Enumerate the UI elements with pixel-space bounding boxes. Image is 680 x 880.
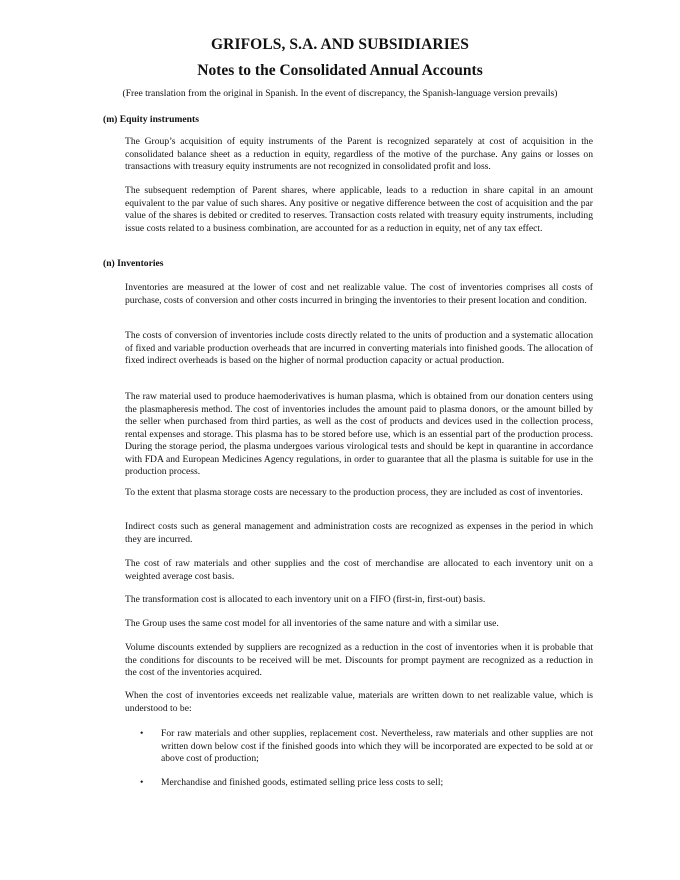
paragraph: The raw material used to produce haemoderivatives is human plasma, which is obtained from our donation centers using the plasmapheresis method. The cost of inventories includes the amount paid to plasma donors, or the amount billed by the seller when purchased from third parties, as well as the cost of products and devices used in the collection process, rental expenses and storage. This plasma has to be stored before use, which is an essential part of the production process. During the storage period, the plasma undergoes various virological tests and should be kept in quarantine in accordance with FDA and European Medicines Agency regulations, in order to guarantee that all the plasma is suitable for use in the production process.	[125, 391, 593, 477]
translation-note: (Free translation from the original in Spanish. In the event of discrepancy, the Spanish-language version prevails)	[122, 88, 558, 99]
paragraph: The Group’s acquisition of equity instruments of the Parent is recognized separately at cost of acquisition in the consolidated balance sheet as a reduction in equity, regardless of the motive of the purchase. Any gains or losses on transactions with treasury equity instruments are not recognized in consolidated profit and loss.	[125, 136, 593, 172]
page-title: Notes to the Consolidated Annual Accounts	[197, 62, 483, 79]
paragraph: Volume discounts extended by suppliers are recognized as a reduction in the cost of inventories when it is probable that the conditions for discounts to be received will be met. Discounts for prompt payment are recognized as a reduction in the cost of the inventories acquired.	[125, 642, 593, 678]
paragraph: The costs of conversion of inventories include costs directly related to the units of production and a systematic allocation of fixed and variable production overheads that are incurred in converting materials into finished goods. The allocation of fixed indirect overheads is based on the higher of normal production capacity or actual production.	[125, 330, 593, 366]
section-heading-equity-instruments: (m) Equity instruments	[103, 114, 199, 125]
paragraph: The cost of raw materials and other supplies and the cost of merchandise are allocated to each inventory unit on a weighted average cost basis.	[125, 558, 593, 582]
paragraph: To the extent that plasma storage costs are necessary to the production process, they are included as cost of inventories.	[125, 487, 583, 498]
paragraph: Indirect costs such as general management and administration costs are recognized as expenses in the period in which they are incurred.	[125, 521, 593, 545]
paragraph: The subsequent redemption of Parent shares, where applicable, leads to a reduction in share capital in an amount equivalent to the par value of such shares. Any positive or negative difference between the cost of acquisition and the par value of the shares is debited or credited to reserves. Transaction costs related with treasury equity instruments, including issue costs related to a business combination, are accounted for as a reduction in equity, net of any tax effect.	[125, 185, 593, 234]
bullet-icon: •	[140, 728, 144, 739]
paragraph: Inventories are measured at the lower of cost and net realizable value. The cost of inventories comprises all costs of purchase, costs of conversion and other costs incurred in bringing the inventories to their present location and condition.	[125, 282, 593, 306]
paragraph: The Group uses the same cost model for all inventories of the same nature and with a similar use.	[125, 618, 499, 629]
section-heading-inventories: (n) Inventories	[103, 258, 164, 269]
list-item-text: Merchandise and finished goods, estimated selling price less costs to sell;	[161, 777, 444, 788]
company-name: GRIFOLS, S.A. AND SUBSIDIARIES	[211, 36, 469, 53]
paragraph: The transformation cost is allocated to each inventory unit on a FIFO (first-in, first-out) basis.	[125, 594, 486, 605]
paragraph: When the cost of inventories exceeds net realizable value, materials are written down to net realizable value, which is understood to be:	[125, 690, 593, 714]
list-item-text: For raw materials and other supplies, replacement cost. Nevertheless, raw materials and other supplies are not written down below cost if the finished goods into which they will be incorporated are expected to be sold at or above cost of production;	[161, 728, 593, 764]
bullet-icon: •	[140, 777, 144, 788]
